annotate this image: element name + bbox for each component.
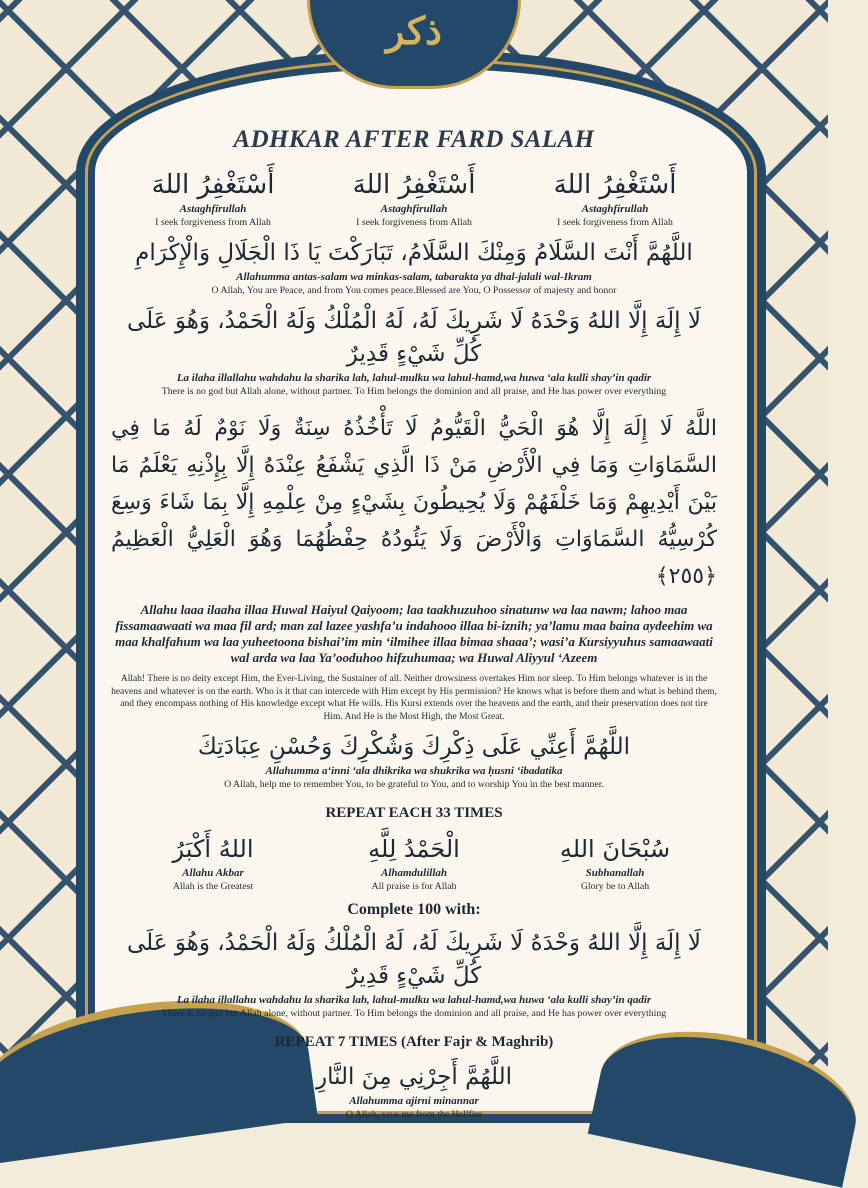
repeat-7-heading: REPEAT 7 TIMES (After Fajr & Maghrib)	[274, 1034, 554, 1050]
meaning: Allah! There is no deity except Him, the Ever-Living, the Sustainer of all. Neither drowsiness overtakes Him nor sleep. To Him belongs whatever is in the heavens and whatever is on the earth. Who is it that can intercede with Him except by His permission? He knows what is before them and what is behind them, and they encompass nothing of His knowledge except what He wills. His Kursi extends over the heavens and the earth, and their preservation does not tire Him. And He is the Most High, the Most Great.	[111, 674, 717, 722]
page-title: ADHKAR AFTER FARD SALAH	[233, 126, 595, 153]
meaning: I seek forgiveness from Allah	[155, 217, 271, 228]
arabic-text: اللَّهُمَّ أَنْتَ السَّلَامُ وَمِنْكَ السَّلَامُ، تَبَارَكْتَ يَا ذَا الْجَلَالِ وَالْإِكْرَامِ	[135, 240, 693, 266]
salam-dua	[111, 237, 717, 297]
tasbih-item	[521, 832, 709, 893]
arabic-text: أَسْتَغْفِرُ اللهَ	[352, 170, 476, 200]
istighfar-item	[521, 168, 709, 229]
transliteration: Subhanallah	[585, 867, 645, 879]
arabic-text: اللَّهُمَّ أَعِنِّي عَلَى ذِكْرِكَ وَشُكْرِكَ وَحُسْنِ عِبَادَتِكَ	[197, 734, 631, 760]
arabic-text: لَا إِلَهَ إِلَّا اللهُ وَحْدَهُ لَا شَرِيكَ لَهُ، لَهُ الْمُلْكُ وَلَهُ الْحَمْدُ، وَهُوَ عَلَى كُلِّ شَيْءٍ قَدِيرٌ	[127, 930, 701, 989]
tasbih-row	[119, 832, 709, 893]
arabic-text: اللهُ أَكْبَرُ	[172, 835, 254, 863]
transliteration: Astaghfirullah	[581, 203, 649, 215]
transliteration: Allahu Akbar	[182, 867, 244, 879]
arabic-text: لَا إِلَهَ إِلَّا اللهُ وَحْدَهُ لَا شَرِيكَ لَهُ، لَهُ الْمُلْكُ وَلَهُ الْحَمْدُ، وَهُوَ عَلَى كُلِّ شَيْءٍ قَدِيرٌ	[127, 308, 701, 367]
complete-100-label: Complete 100 with:	[347, 901, 481, 918]
arabic-text: الْحَمْدُ لِلَّهِ	[368, 835, 460, 863]
transliteration: Allahu laaa ilaaha illaa Huwal Haiyul Qaiyoom; laa taakhuzuhoo sinatunw wa laa nawm; lahoo maa fissamaawaati wa maa fil ard; man zal lazee yashfa’u indahooo illaa bi-iznih; ya’lamu maa baina aydeehim wa maa khalfahum wa laa yuheetoona bishai’im min ‘ilmihee illaa bimaa shaaa’; wasi’a Kursiyyuhus samaawaati wal arda wa laa Ya’ooduhoo hifzuhumaa; wa Huwal Aliyyul ‘Azeem	[115, 602, 713, 665]
arabic-text: اللَّهُمَّ أَجِرْنِي مِنَ النَّارِ	[315, 1064, 512, 1090]
meaning: There is no god but Allah alone, without partner. To Him belongs the dominion and all praise, and He has power over everything	[161, 386, 667, 397]
tasbih-item	[119, 832, 307, 893]
istighfar-row	[119, 168, 709, 229]
transliteration: La ilaha illallahu wahdahu la sharika lah, lahul-mulku wa lahul-hamd,wa huwa ‘ala kulli shay’in qadir	[176, 372, 652, 384]
repeat-33-heading: REPEAT EACH 33 TIMES	[325, 805, 503, 821]
help-remember-dua	[111, 731, 717, 791]
hellfire-dua	[111, 1061, 717, 1121]
transliteration: Allahumma a‘inni ‘ala dhikrika wa shukrika wa ḥusni ‘ibadatika	[265, 765, 563, 777]
meaning: I seek forgiveness from Allah	[356, 217, 472, 228]
transliteration: Astaghfirullah	[179, 203, 247, 215]
tahlil-dua	[111, 305, 717, 398]
complete-100-dua	[111, 927, 717, 1020]
arabic-text: أَسْتَغْفِرُ اللهَ	[151, 170, 275, 200]
meaning: O Allah, help me to remember You, to be grateful to You, and to worship You in the best manner.	[224, 779, 604, 790]
arabic-text: أَسْتَغْفِرُ اللهَ	[553, 170, 677, 200]
meaning: I seek forgiveness from Allah	[557, 217, 673, 228]
dhikr-logo-icon: ذكر	[386, 8, 442, 53]
arabic-text: سُبْحَانَ اللهِ	[559, 835, 671, 863]
meaning: Allah is the Greatest	[172, 881, 254, 892]
istighfar-item	[320, 168, 508, 229]
transliteration: Astaghfirullah	[380, 203, 448, 215]
meaning: O Allah, You are Peace, and from You comes peace.Blessed are You, O Possessor of majesty and honor	[211, 285, 617, 296]
meaning: There is no god but Allah alone, without partner. To Him belongs the dominion and all praise, and He has power over everything	[161, 1008, 667, 1019]
meaning: Glory be to Allah	[580, 881, 650, 892]
transliteration: Alhamdulillah	[380, 867, 448, 879]
meaning: All praise is for Allah	[371, 881, 457, 892]
ayat-al-kursi	[111, 410, 717, 723]
transliteration: Allahumma ajirni minannar	[349, 1095, 479, 1107]
adhkar-content	[111, 124, 717, 1121]
arabic-text: اللَّهُ لَا إِلَهَ إِلَّا هُوَ الْحَيُّ الْقَيُّومُ لَا تَأْخُذُهُ سِنَةٌ وَلَا نَوْمٌ لَهُ مَا فِي السَّمَاوَاتِ وَمَا فِي الْأَرْضِ مَنْ ذَا الَّذِي يَشْفَعُ عِنْدَهُ إِلَّا بِإِذْنِهِ يَعْلَمُ مَا بَيْنَ أَيْدِيهِمْ وَمَا خَلْفَهُمْ وَلَا يُحِيطُونَ بِشَيْءٍ مِنْ عِلْمِهِ إِلَّا بِمَا شَاءَ وَسِعَ كُرْسِيُّهُ السَّمَاوَاتِ وَالْأَرْضَ وَلَا يَئُودُهُ حِفْظُهُمَا وَهُوَ الْعَلِيُّ الْعَظِيمُ ﴿٢٥٥﴾	[111, 416, 717, 589]
meaning: O Allah, save me from the Hellfire	[345, 1109, 483, 1120]
transliteration: Allahumma antas-salam wa minkas-salam, tabarakta ya dhal-jalali wal-Ikram	[236, 271, 592, 283]
transliteration: La ilaha illallahu wahdahu la sharika lah, lahul-mulku wa lahul-hamd,wa huwa ‘ala kulli shay’in qadir	[176, 994, 652, 1006]
istighfar-item	[119, 168, 307, 229]
tasbih-item	[320, 832, 508, 893]
